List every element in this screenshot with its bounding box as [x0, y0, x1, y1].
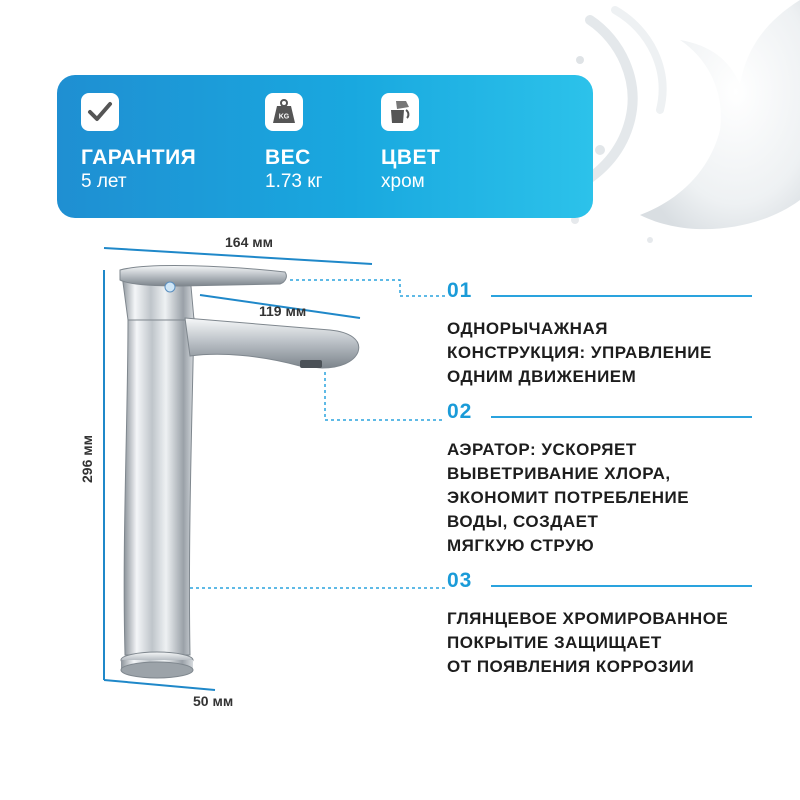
spec-value: 5 лет — [81, 171, 127, 192]
feature-item — [447, 279, 777, 389]
spec-label: ВЕС — [265, 146, 311, 169]
feature-text: ГЛЯНЦЕВОЕ ХРОМИРОВАННОЕ ПОКРЫТИЕ ЗАЩИЩАЕТ ОТ ПОЯВЛЕНИЯ КОРРОЗИИ — [447, 609, 729, 676]
spec-label: ГАРАНТИЯ — [81, 146, 197, 169]
spec-value: 1.73 кг — [265, 171, 323, 192]
checkmark-icon — [81, 93, 119, 131]
spec-color — [381, 93, 440, 194]
milk-splash-image — [560, 0, 800, 260]
feature-number: 03 — [447, 569, 473, 592]
feature-number: 01 — [447, 279, 473, 302]
svg-text:KG: KG — [278, 113, 290, 121]
specs-banner — [57, 75, 593, 218]
spec-value: хром — [381, 171, 425, 192]
dimension-spout-label: 119 мм — [259, 303, 307, 319]
dimension-width-label: 164 мм — [225, 234, 273, 250]
feature-text: АЭРАТОР: УСКОРЯЕТ ВЫВЕТРИВАНИЕ ХЛОРА, ЭКОНОМИТ ПОТРЕБЛЕНИЕ ВОДЫ, СОЗДАЕТ МЯГКУЮ СТРУЮ — [447, 440, 690, 555]
feature-item — [447, 400, 777, 558]
spec-weight — [265, 93, 323, 194]
feature-number: 02 — [447, 400, 473, 423]
feature-text: ОДНОРЫЧАЖНАЯ КОНСТРУКЦИЯ: УПРАВЛЕНИЕ ОДНИМ ДВИЖЕНИЕМ — [447, 319, 712, 386]
feature-item — [447, 569, 777, 679]
dimension-height-label: 296 мм — [79, 435, 95, 483]
spec-label: ЦВЕТ — [381, 146, 441, 169]
feature-divider — [491, 295, 752, 297]
feature-divider — [491, 585, 752, 587]
paint-bucket-icon — [381, 93, 419, 131]
dimension-base-label: 50 мм — [193, 693, 234, 709]
weight-kg-icon — [265, 93, 303, 131]
feature-divider — [491, 416, 752, 418]
spec-warranty — [81, 93, 196, 194]
